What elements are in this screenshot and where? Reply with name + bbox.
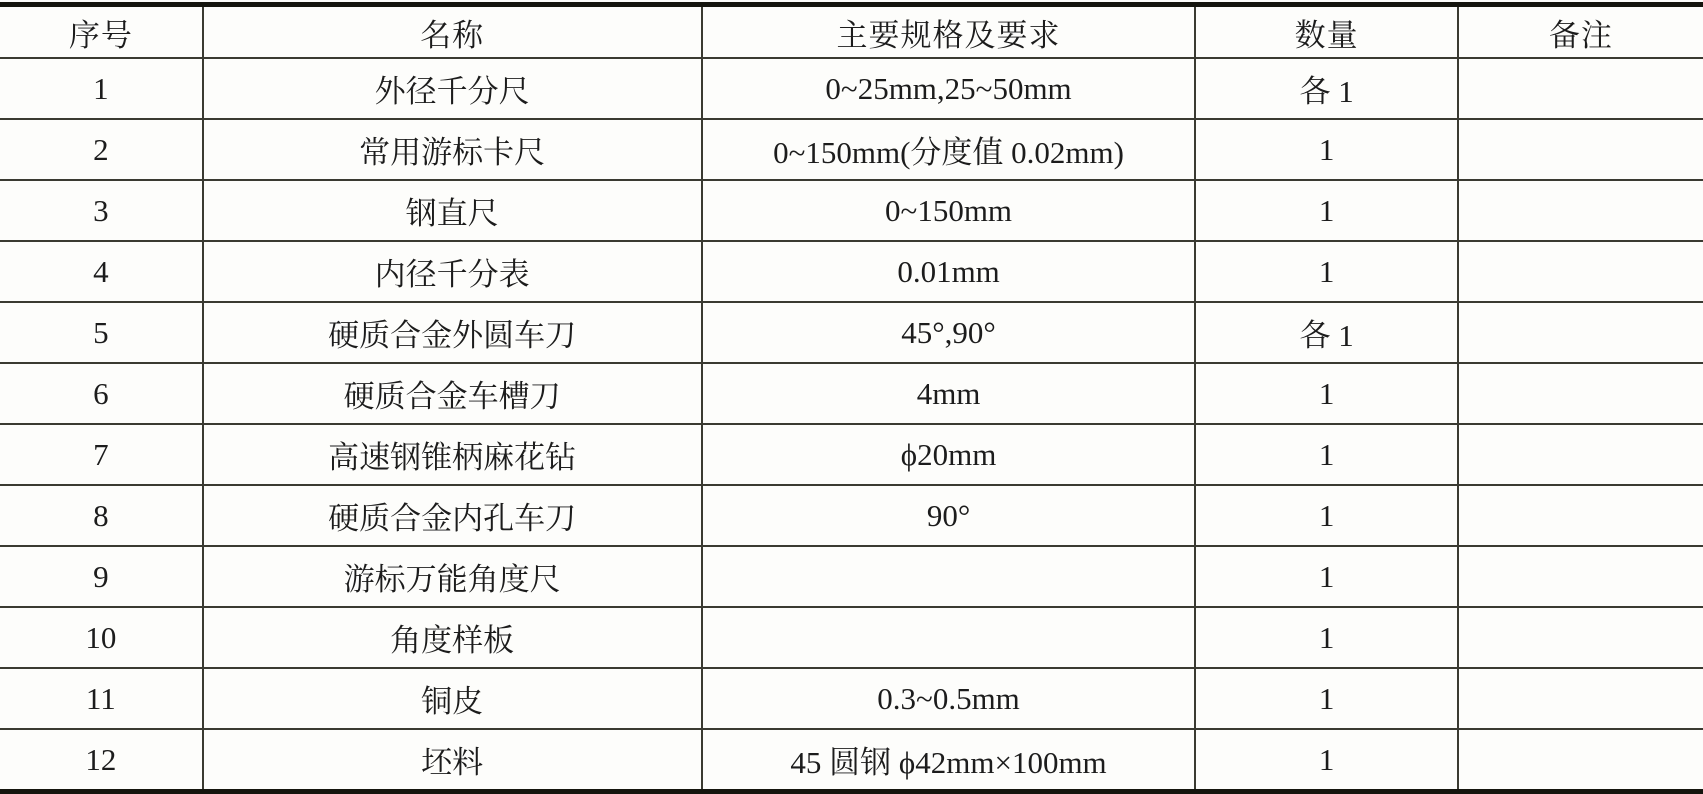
cell-note [1458,424,1703,485]
cell-no: 4 [0,241,203,302]
cell-qty: 1 [1195,668,1457,729]
cell-qty: 各 1 [1195,302,1457,363]
cell-note [1458,241,1703,302]
cell-name: 钢直尺 [203,180,702,241]
cell-qty: 1 [1195,424,1457,485]
cell-no: 3 [0,180,203,241]
table-row [0,180,1703,241]
cell-no: 2 [0,119,203,180]
table-header [0,5,1703,59]
table-row [0,424,1703,485]
header-cell-spec: 主要规格及要求 [702,5,1196,59]
cell-spec: 90° [702,485,1196,546]
table-row [0,546,1703,607]
table-row [0,729,1703,792]
cell-qty: 1 [1195,485,1457,546]
header-cell-name: 名称 [203,5,702,59]
cell-note [1458,607,1703,668]
cell-qty: 各 1 [1195,58,1457,119]
cell-note [1458,729,1703,792]
cell-no: 8 [0,485,203,546]
cell-note [1458,119,1703,180]
cell-qty: 1 [1195,119,1457,180]
cell-spec [702,607,1196,668]
cell-name: 硬质合金车槽刀 [203,363,702,424]
cell-spec: 0~25mm,25~50mm [702,58,1196,119]
cell-spec: 0.3~0.5mm [702,668,1196,729]
cell-name: 硬质合金内孔车刀 [203,485,702,546]
cell-no: 9 [0,546,203,607]
cell-qty: 1 [1195,241,1457,302]
cell-name: 高速钢锥柄麻花钻 [203,424,702,485]
cell-qty: 1 [1195,180,1457,241]
cell-note [1458,302,1703,363]
table-row [0,668,1703,729]
header-cell-qty: 数量 [1195,5,1457,59]
cell-note [1458,485,1703,546]
cell-qty: 1 [1195,607,1457,668]
cell-name: 坯料 [203,729,702,792]
cell-spec: 4mm [702,363,1196,424]
header-cell-no: 序号 [0,5,203,59]
cell-name: 外径千分尺 [203,58,702,119]
cell-spec: ϕ20mm [702,424,1196,485]
equipment-table [0,2,1703,794]
table-row [0,241,1703,302]
table-row [0,119,1703,180]
cell-spec [702,546,1196,607]
header-cell-note: 备注 [1458,5,1703,59]
cell-spec: 0~150mm [702,180,1196,241]
table-row [0,485,1703,546]
cell-no: 11 [0,668,203,729]
cell-name: 角度样板 [203,607,702,668]
cell-note [1458,180,1703,241]
cell-no: 5 [0,302,203,363]
table-body [0,58,1703,792]
cell-note [1458,668,1703,729]
cell-name: 游标万能角度尺 [203,546,702,607]
cell-spec: 0~150mm(分度值 0.02mm) [702,119,1196,180]
cell-no: 12 [0,729,203,792]
cell-name: 内径千分表 [203,241,702,302]
cell-name: 常用游标卡尺 [203,119,702,180]
cell-no: 6 [0,363,203,424]
cell-qty: 1 [1195,729,1457,792]
table-row [0,58,1703,119]
cell-spec: 45°,90° [702,302,1196,363]
cell-qty: 1 [1195,546,1457,607]
header-row [0,5,1703,59]
table-row [0,363,1703,424]
cell-spec: 45 圆钢 ϕ42mm×100mm [702,729,1196,792]
cell-name: 铜皮 [203,668,702,729]
cell-qty: 1 [1195,363,1457,424]
table-row [0,302,1703,363]
cell-note [1458,363,1703,424]
cell-note [1458,546,1703,607]
cell-name: 硬质合金外圆车刀 [203,302,702,363]
cell-spec: 0.01mm [702,241,1196,302]
cell-no: 10 [0,607,203,668]
cell-no: 1 [0,58,203,119]
cell-no: 7 [0,424,203,485]
table-row [0,607,1703,668]
cell-note [1458,58,1703,119]
